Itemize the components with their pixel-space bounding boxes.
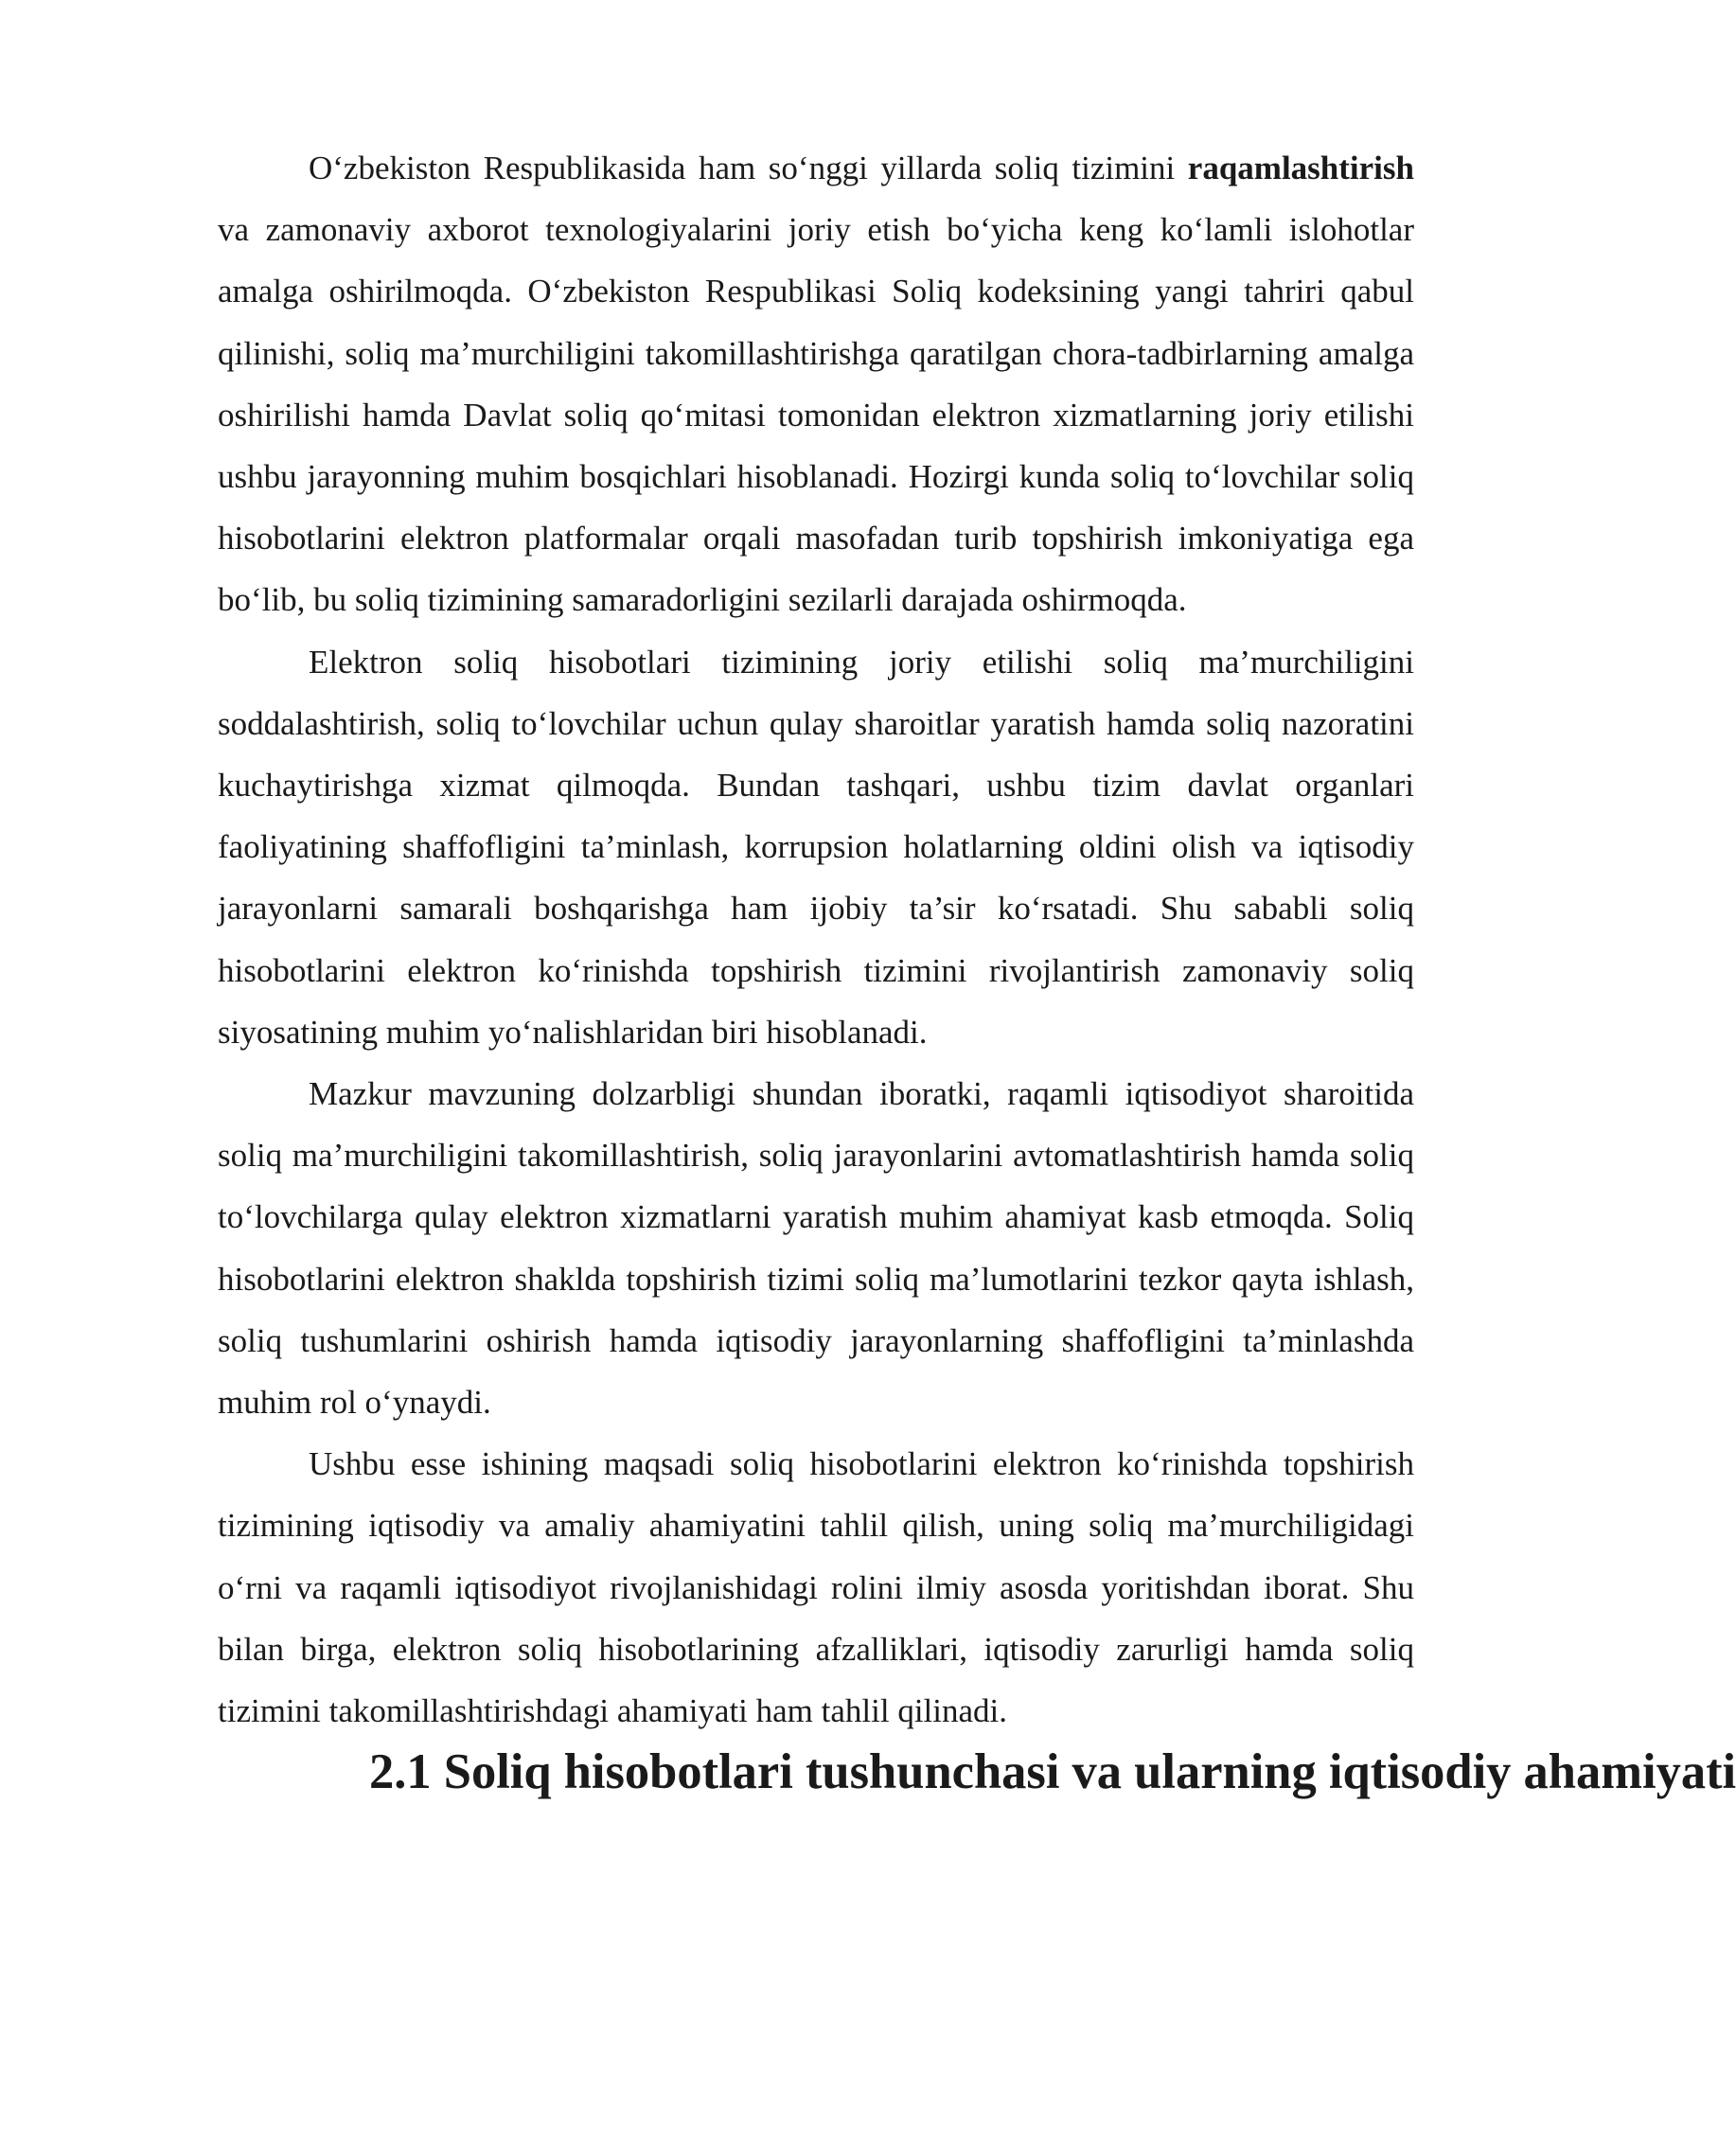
paragraph-electronic-reports: Elektron soliq hisobotlari tizimining joriy etilishi soliq ma’murchiligini soddalashtirish, soliq to‘lovchilar uchun qulay sharoitlar yaratish hamda soliq nazoratini kuchaytirishga xizmat qilmoqda. Bundan tashqari, ushbu tizim davlat organlari faoliyatining shaffofligini ta’minlash, korrupsion holatlarning oldini olish va iqtisodiy jarayonlarni samarali boshqarishga ham ijobiy ta’sir ko‘rsatadi. Shu sababli soliq hisobotlarini elektron ko‘rinishda topshirish tizimini rivojlantirish zamonaviy soliq siyosatining muhim yo‘nalishlaridan biri hisoblanadi.: [218, 643, 1414, 1051]
document-page: [218, 137, 1736, 1803]
paragraph-intro: [218, 137, 1414, 631]
paragraph-relevance: Mazkur mavzuning dolzarbligi shundan iboratki, raqamli iqtisodiyot sharoitida soliq ma’murchiligini takomillashtirish, soliq jarayonlarini avtomatlashtirish hamda soliq to‘lovchilarga qulay elektron xizmatlarni yaratish muhim ahamiyat kasb etmoqda. Soliq hisobotlarini elektron shaklda topshirish tizimi soliq ma’lumotlarini tezkor qayta ishlash, soliq tushumlarini oshirish hamda iqtisodiy jarayonlarning shaffofligini ta’minlashda muhim rol o‘ynaydi.: [218, 1075, 1414, 1422]
paragraph-intro-start: O‘zbekiston Respublikasida ham so‘nggi yillarda soliq tizimini: [309, 150, 1188, 186]
paragraph-intro-rest: va zamonaviy axborot texnologiyalarini joriy etish bo‘yicha keng ko‘lamli islohotlar amalga oshirilmoqda. O‘zbekiston Respublikasi Soliq kodeksining yangi tahriri qabul qilinishi, soliq ma’murchiligini takomillashtirishga qaratilgan chora-tadbirlarning amalga oshirilishi hamda Davlat soliq qo‘mitasi tomonidan elektron xizmatlarning joriy etilishi ushbu jarayonning muhim bosqichlari hisoblanadi. Hozirgi kunda soliq to‘lovchilar soliq hisobotlarini elektron platformalar orqali masofadan turib topshirish imkoniyatiga ega bo‘lib, bu soliq tizimining samaradorligini sezilarli darajada oshirmoqda.: [218, 211, 1414, 619]
paragraph-goal: Ushbu esse ishining maqsadi soliq hisobotlarini elektron ko‘rinishda topshirish tizimining iqtisodiy va amaliy ahamiyatini tahlil qilish, uning soliq ma’murchiligidagi o‘rni va raqamli iqtisodiyot rivojlanishidagi rolini ilmiy asosda yoritishdan iborat. Shu bilan birga, elektron soliq hisobotlarining afzalliklari, iqtisodiy zarurligi hamda soliq tizimini takomillashtirishdagi ahamiyati ham tahlil qilinadi.: [218, 1445, 1414, 1730]
bold-term: raqamlashtirish: [1187, 150, 1414, 186]
section-heading: 2.1 Soliq hisobotlari tushunchasi va ularning iqtisodiy ahamiyati: [369, 1744, 1736, 1800]
